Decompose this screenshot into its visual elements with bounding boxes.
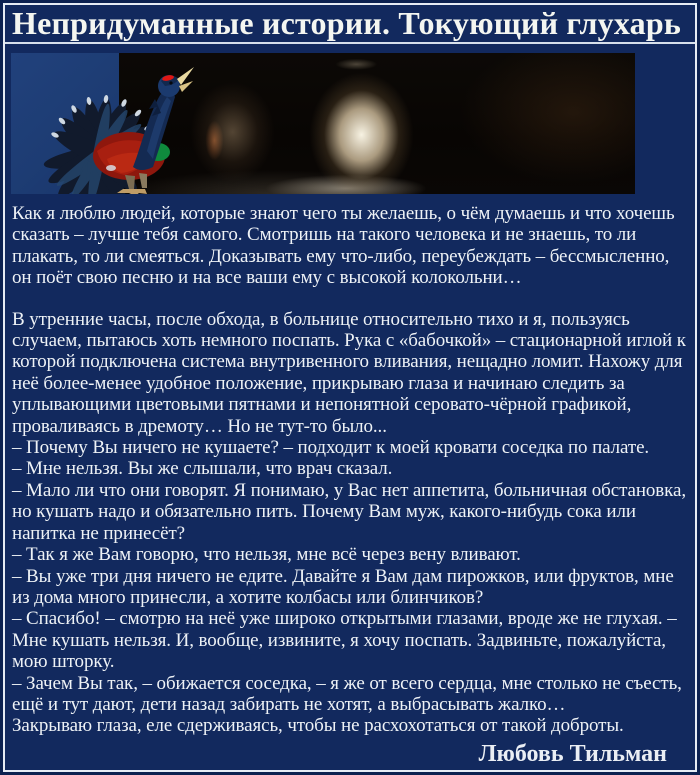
- author-signature: Любовь Тильман: [478, 740, 667, 767]
- page-title: Непридуманные истории. Токующий глухарь: [5, 5, 695, 44]
- story-paragraph: В утренние часы, после обхода, в больнице относительно тихо и я, пользуясь случаем, пытаюсь хоть немного поспать. Рука с «бабочкой» – стационарной иглой к которой подключена система внутривенного вливания, нещадно ломит. Нахожу для неё более-менее удобное положение, прикрываю глаза и начинаю следить за уплывающими цветовыми пятнами и непонятной серовато-чёрной графикой, проваливаясь в дремоту… Но не тут-то было...: [12, 308, 686, 437]
- dialog-line: – Почему Вы ничего не кушаете? – подходит к моей кровати соседка по палате.: [12, 437, 650, 459]
- page-frame: [3, 3, 697, 772]
- dialog-line: – Так я же Вам говорю, что нельзя, мне всё через вену вливают.: [12, 544, 521, 566]
- story-paragraph: Как я люблю людей, которые знают чего ты желаешь, о чём думаешь и что хочешь сказать – лучше тебя самого. Смотришь на такого человека и не знаешь, то ли плакать, то ли смеяться. Доказывать ему что-либо, переубеждать – бессмысленно, он поёт свою песню и на все ваши ему с высокой колокольни…: [12, 203, 675, 289]
- story-text: [5, 203, 695, 737]
- dialog-line: Закрываю глаза, еле сдерживаясь, чтобы не расхохотаться от такой доброты.: [12, 715, 624, 737]
- dialog-line: – Вы уже три дня ничего не едите. Давайте я Вам дам пирожков, или фруктов, мне из дома много принесли, а хотите колбасы или блинчиков?: [12, 565, 674, 608]
- dialog-line: – Спасибо! – смотрю на неё уже широко открытыми глазами, вроде же не глухая. – Мне кушать нельзя. И, вообще, извините, я хочу поспать. Задвиньте, пожалуйста, мою шторку.: [12, 608, 677, 673]
- dialog-line: – Мне нельзя. Вы же слышали, что врач сказал.: [12, 458, 393, 480]
- dialog-line: – Мало ли что они говорят. Я понимаю, у Вас нет аппетита, больничная обстановка, но кушать надо и обязательно пить. Почему Вам муж, какого-нибудь сока или напитка не принесёт?: [12, 479, 687, 544]
- dialog-line: – Зачем Вы так, – обижается соседка, – я же от всего сердца, мне столько не съесть, ещё и тут дают, дети назад забирать не хотят, а выбрасывать жалко…: [12, 672, 682, 715]
- story-illustration: [11, 53, 635, 194]
- footer-divider: [5, 770, 695, 772]
- bird-head: [158, 67, 194, 97]
- capercaillie-bird-illustration: [37, 55, 215, 194]
